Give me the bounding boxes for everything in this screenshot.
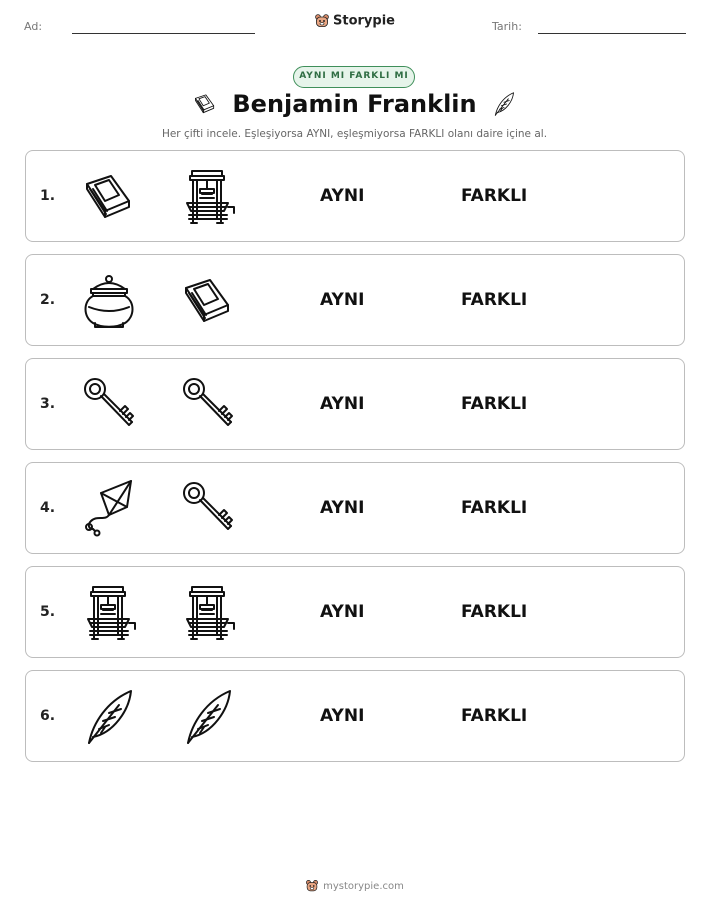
activity-badge: AYNI MI FARKLI MI (293, 66, 415, 88)
different-option[interactable]: FARKLI (461, 602, 528, 622)
book-icon (192, 91, 218, 117)
jar-icon (79, 271, 139, 331)
brand-name: Storypie (333, 13, 395, 29)
kite-icon (79, 479, 139, 539)
exercise-row (25, 462, 685, 554)
key-icon (79, 375, 139, 435)
exercise-row (25, 254, 685, 346)
same-option[interactable]: AYNI (320, 186, 365, 206)
exercise-row (25, 358, 685, 450)
row-number: 1. (40, 188, 56, 204)
different-option[interactable]: FARKLI (461, 186, 528, 206)
name-field[interactable] (72, 33, 255, 34)
row-number: 6. (40, 708, 56, 724)
brand-logo (0, 13, 709, 29)
quill-icon (491, 91, 517, 117)
key-icon (178, 375, 238, 435)
exercise-row (25, 670, 685, 762)
page-title: Benjamin Franklin (232, 90, 477, 118)
different-option[interactable]: FARKLI (461, 290, 528, 310)
printing-press-icon (178, 167, 238, 227)
title-row (0, 90, 709, 118)
footer (0, 879, 709, 893)
name-label: Ad: (24, 20, 43, 33)
quill-icon (79, 687, 139, 747)
same-option[interactable]: AYNI (320, 706, 365, 726)
footer-link[interactable]: mystorypie.com (323, 881, 404, 892)
row-number: 3. (40, 396, 56, 412)
date-field[interactable] (538, 33, 686, 34)
book-icon (178, 271, 238, 331)
exercise-list (25, 150, 685, 774)
same-option[interactable]: AYNI (320, 602, 365, 622)
date-label: Tarih: (492, 20, 522, 33)
row-number: 2. (40, 292, 56, 308)
book-icon (79, 167, 139, 227)
key-icon (178, 479, 238, 539)
mascot-icon (305, 879, 319, 893)
printing-press-icon (79, 583, 139, 643)
different-option[interactable]: FARKLI (461, 706, 528, 726)
exercise-row (25, 150, 685, 242)
instructions: Her çifti incele. Eşleşiyorsa AYNI, eşleşmiyorsa FARKLI olanı daire içine al. (161, 128, 548, 140)
printing-press-icon (178, 583, 238, 643)
quill-icon (178, 687, 238, 747)
different-option[interactable]: FARKLI (461, 394, 528, 414)
row-number: 4. (40, 500, 56, 516)
same-option[interactable]: AYNI (320, 394, 365, 414)
same-option[interactable]: AYNI (320, 498, 365, 518)
different-option[interactable]: FARKLI (461, 498, 528, 518)
row-number: 5. (40, 604, 56, 620)
same-option[interactable]: AYNI (320, 290, 365, 310)
exercise-row (25, 566, 685, 658)
mascot-icon (314, 13, 330, 29)
